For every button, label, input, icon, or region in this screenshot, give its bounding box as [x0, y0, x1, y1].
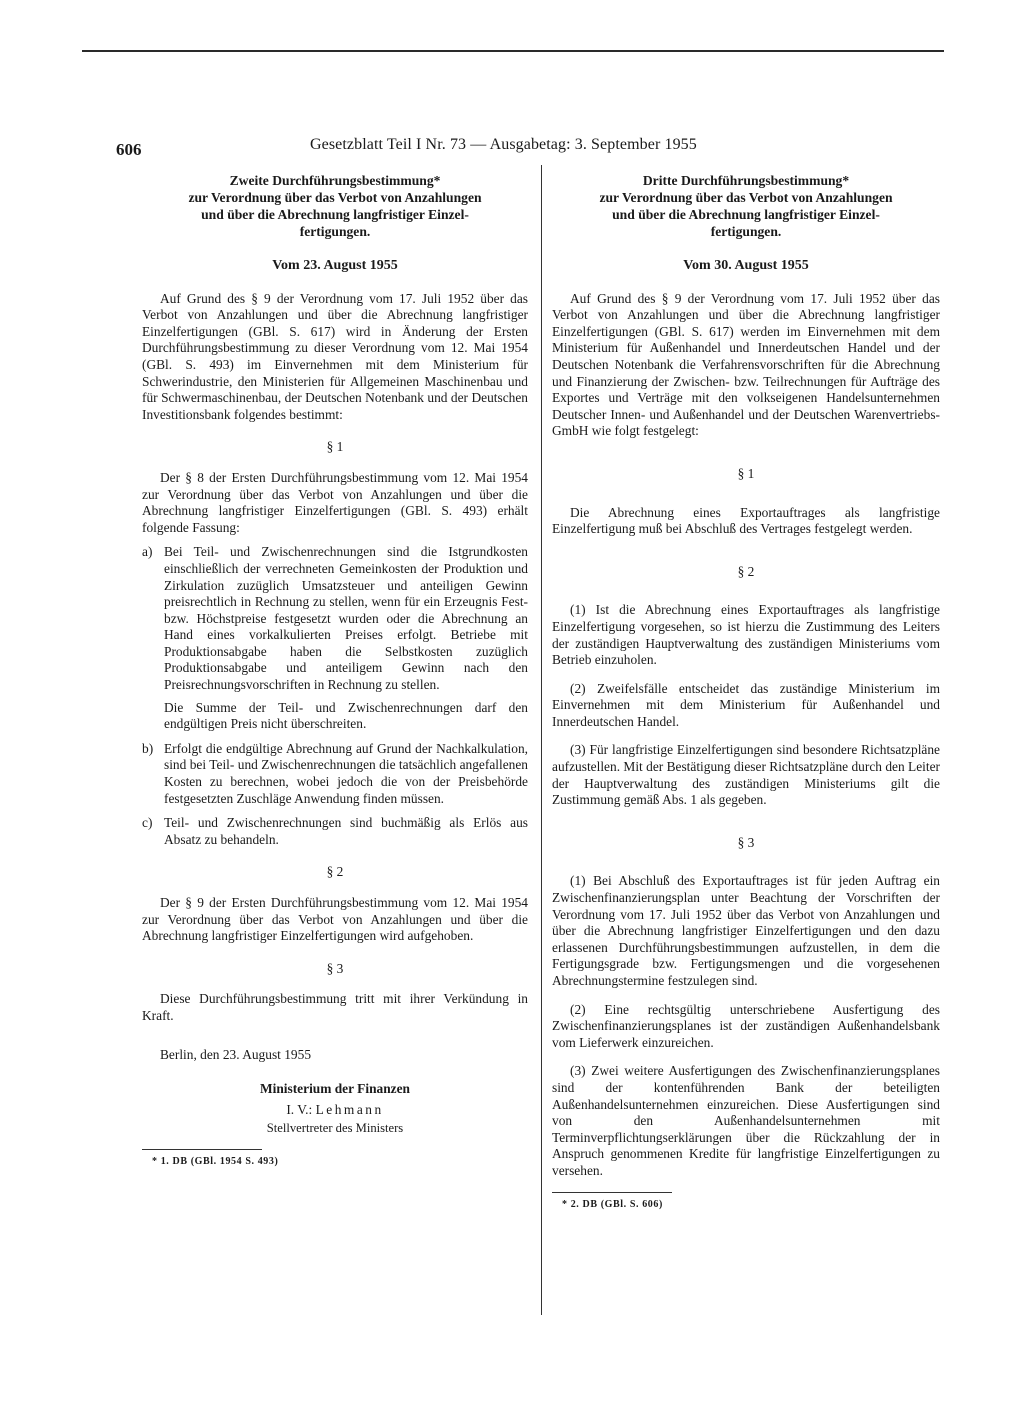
top-rule [82, 50, 944, 52]
left-title-line: und über die Abrechnung langfristiger Einzel- [201, 207, 469, 222]
right-section-2-heading: § 2 [737, 563, 755, 579]
item-label: a) [142, 544, 153, 560]
right-title [552, 172, 940, 240]
right-footnote-rule [552, 1192, 672, 1193]
item-label: c) [142, 815, 153, 831]
signatory-prefix: I. V.: [286, 1101, 316, 1117]
left-date: Vom 23. August 1955 [272, 258, 398, 273]
left-column [142, 172, 528, 1171]
left-section-1-intro: Der § 8 der Ersten Durchführungsbestimmung vom 12. Mai 1954 zur Verordnung über das Verbot von Anzahlungen und über die Abrechnung langfristiger Einzelfertigungen (GBl. S. 493) erhält folgende Fassung: [142, 469, 528, 535]
right-column [552, 172, 940, 1213]
left-section-1-heading: § 1 [326, 439, 344, 455]
left-deputy-title: Stellvertreter des Ministers [266, 1121, 404, 1136]
right-title-line: und über die Abrechnung langfristiger Einzel- [612, 207, 880, 222]
right-section-1-text: Die Abrechnung eines Exportauftrages als langfristige Einzelfertigung muß bei Abschluß des Vertrages festgelegt werden. [552, 504, 940, 537]
right-section-3-para-2: (2) Eine rechtsgültig unterschriebene Ausfertigung des Zwischenfinanzierungsplanes ist der zuständigen Außenhandelsbank vom Lieferwerk einzureichen. [552, 1001, 940, 1050]
left-item-a-note: Die Summe der Teil- und Zwischenrechnungen darf den endgültigen Preis nicht überschreiten. [164, 699, 528, 732]
right-footnote: * 2. DB (GBl. S. 606) [562, 1198, 663, 1210]
left-section-3-text: Diese Durchführungsbestimmung tritt mit ihrer Verkündung in Kraft. [142, 991, 528, 1023]
left-signatory [142, 1102, 528, 1119]
right-section-1-heading: § 1 [737, 465, 755, 481]
item-text: Teil- und Zwischenrechnungen sind buchmäßig als Erlös aus Absatz zu behandeln. [164, 815, 528, 847]
column-separator [541, 165, 542, 1315]
signatory-name: Lehmann [315, 1101, 384, 1117]
left-title-line: zur Verordnung über das Verbot von Anzahlungen [188, 190, 482, 205]
item-text: Erfolgt die endgültige Abrechnung auf Grund der Nachkalkulation, sind bei Teil- und Zwischenrechnungen die tatsächlich angefallenen Kosten zu berechnen, wobei jedoch die von der Preisbehörde festgesetzten Zuschläge Anwendung finden müssen. [164, 740, 528, 806]
left-title-line: fertigungen. [299, 224, 371, 239]
right-title-line: fertigungen. [710, 224, 782, 239]
left-item-a [142, 544, 528, 693]
left-section-2-text: Der § 9 der Ersten Durchführungsbestimmung vom 12. Mai 1954 zur Verordnung über das Verbot von Anzahlungen und über die Abrechnung langfristiger Einzelfertigungen wird aufgehoben. [142, 895, 528, 944]
left-preamble: Auf Grund des § 9 der Verordnung vom 17. Juli 1952 über das Verbot von Anzahlungen und über die Abrechnung langfristiger Einzelfertigungen (GBl. S. 617) wird in Änderung der Ersten Durchführungsbestimmung zu dieser Verordnung vom 12. Mai 1954 (GBl. S. 493) im Einvernehmen mit dem Ministerium für Schwerindustrie, den Ministerien für Allgemeinen Maschinenbau und für Schwermaschinenbau, der Deutschen Notenbank und der Deutschen Investitionsbank folgendes bestimmt: [142, 290, 528, 422]
left-place-date: Berlin, den 23. August 1955 [160, 1046, 312, 1062]
item-label: b) [142, 740, 154, 756]
right-section-3-heading: § 3 [737, 834, 755, 850]
right-section-2-para-3: (3) Für langfristige Einzelfertigungen sind besondere Richtsatzpläne aufzustellen. Mit der Bestätigung dieser Richtsatzpläne durch den Leiter der Hauptverwaltung des zuständigen Ministeriums gilt die Zustimmung gemäß Abs. 1 als gegeben. [552, 742, 940, 808]
right-section-3-para-3: (3) Zwei weitere Ausfertigungen des Zwischenfinanzierungsplanes sind der kontenführenden Bank der beteiligten Außenhandelsunternehmen einzureichen. Diese Ausfertigungen sind von den Außenhandelsunternehmen mit Terminverpflichtungserklärungen über die Rückzahlung der in Anspruch genommenen Kredite für langfristige Einzelfertigungen zu versehen. [552, 1063, 940, 1178]
page-number: 606 [116, 140, 142, 159]
right-date: Vom 30. August 1955 [683, 258, 809, 273]
left-item-c [142, 815, 528, 848]
left-ministry: Ministerium der Finanzen [259, 1081, 411, 1097]
left-item-b [142, 741, 528, 807]
left-title [142, 172, 528, 240]
left-section-3-heading: § 3 [326, 960, 344, 976]
right-preamble: Auf Grund des § 9 der Verordnung vom 17. Juli 1952 über das Verbot von Anzahlungen und über die Abrechnung langfristiger Einzelfertigungen (GBl. S. 617) werden im Einvernehmen mit dem Ministerium für Außenhandel und Innerdeutschen Handel und der Deutschen Notenbank die Verfahrensvorschriften für die Abrechnung und Finanzierung der Zwischen- bzw. Teilrechnungen für Aufträge des Exportes und Verträge mit den volkseigenen Handelsunternehmen Deutscher Innen- und Außenhandel und der Deutschen Warenvertriebs-GmbH wie folgt festgelegt: [552, 290, 940, 439]
left-footnote: * 1. DB (GBl. 1954 S. 493) [152, 1155, 279, 1167]
right-title-line: Dritte Durchführungsbestimmung* [642, 173, 850, 188]
right-section-3-para-1: (1) Bei Abschluß des Exportauftrages ist für jeden Auftrag ein Zwischenfinanzierungsplan unter Beachtung der Vorschriften der Verordnung vom 17. Juli 1952 über das Verbot von Anzahlungen und über die Abrechnung langfristiger Einzelfertigungen und den dazu erlassenen Durchführungsbestimmungen aufzustellen, in dem die Fertigungsgrade bzw. Fertigungsmengen und die vorgesehenen Abrechnungstermine festzulegen sind. [552, 873, 940, 988]
running-head: Gesetzblatt Teil I Nr. 73 — Ausgabetag: 3. September 1955 [310, 136, 697, 153]
right-section-2-para-2: (2) Zweifelsfälle entscheidet das zuständige Ministerium im Einvernehmen mit dem Ministerium für Außenhandel und Innerdeutschen Handel. [552, 680, 940, 729]
right-title-line: zur Verordnung über das Verbot von Anzahlungen [599, 190, 893, 205]
left-footnote-rule [142, 1149, 262, 1150]
left-section-2-heading: § 2 [326, 864, 344, 880]
left-title-line: Zweite Durchführungsbestimmung* [229, 173, 441, 188]
item-text: Bei Teil- und Zwischenrechnungen sind die Istgrundkosten einschließlich der verrechneten Gemeinkosten der Produktion und Zirkulation zuzüglich Umsatzsteuer und anteiligen Gewinn preisrechtlich in Rechnung zu stellen, wenn für ein Erzeugnis Fest- bzw. Höchstpreise festgesetzt wurden oder die Abrechnung an Hand eines vorkalkulierten Preises erfolgt. Betriebe mit Produktionsabgabe haben die Selbstkosten zuzüglich Produktionsabgabe und anteiligem Gewinn nach den Preisrechnungsvorschriften in Rechnung zu stellen. [164, 544, 528, 693]
right-section-2-para-1: (1) Ist die Abrechnung eines Exportauftrages als langfristige Einzelfertigung vorgesehen, so ist hierzu die Zustimmung des Leiters der zuständigen Hauptverwaltung des zuständigen Ministeriums vom Betrieb einzuholen. [552, 602, 940, 668]
